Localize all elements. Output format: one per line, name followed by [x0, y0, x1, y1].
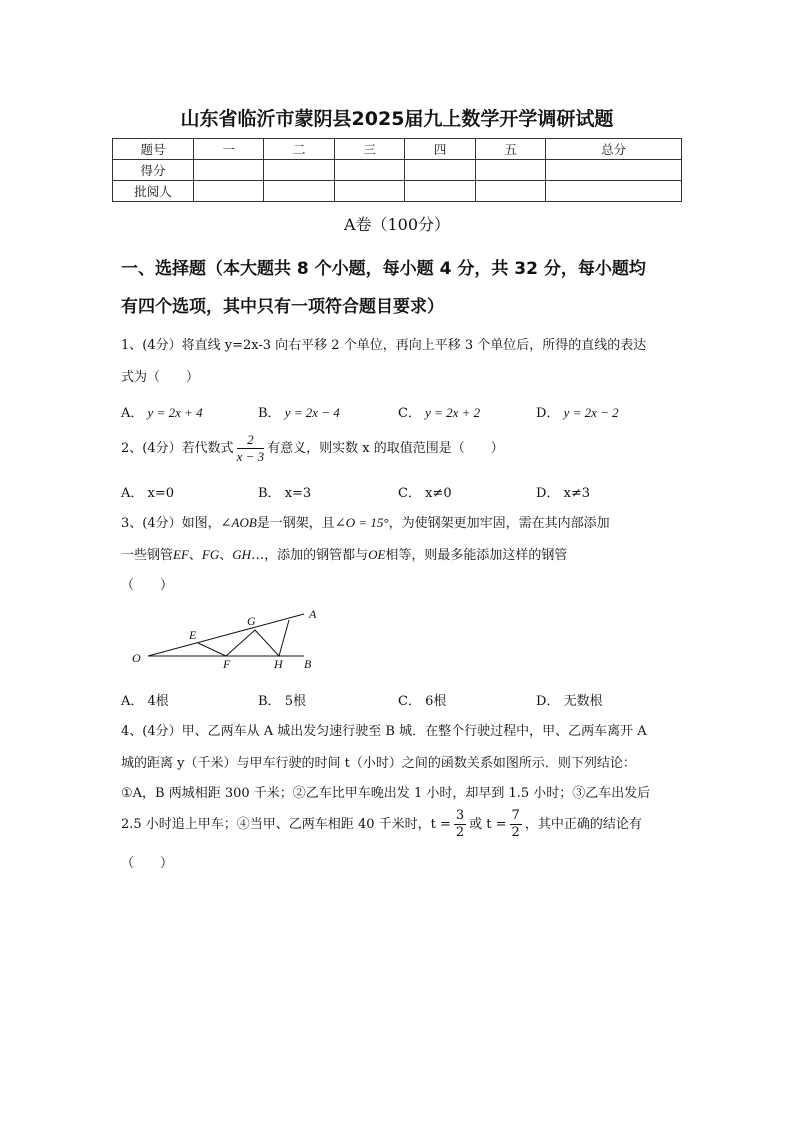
q3-option-d[interactable]: D． 无数根 — [536, 694, 603, 709]
score-header-cell: 四 — [405, 139, 475, 160]
score-cell[interactable] — [194, 160, 264, 181]
score-header-cell: 五 — [475, 139, 545, 160]
q3-text-line2: 一些钢管EF、FG、GH…，添加的钢管都与OE相等，则最多能添加这样的钢管 — [121, 547, 568, 563]
label-e: E — [189, 628, 197, 642]
q1-option-a[interactable]: A． y = 2x + 4 — [121, 405, 203, 421]
q1-option-d[interactable]: D． y = 2x − 2 — [536, 405, 619, 421]
score-header-cell: 题号 — [113, 139, 194, 160]
q2-fraction: $\frac{2}{x - 3}$ — [236, 432, 265, 464]
q4-text-line1: 4、(4分）甲、乙两车从 A 城出发匀速行驶至 B 城．在整个行驶过程中，甲、乙两车离开 A — [121, 724, 647, 739]
score-header-cell: 二 — [264, 139, 334, 160]
steel-pipes — [198, 620, 289, 656]
section-heading: A卷（100分） — [343, 215, 451, 234]
score-header-cell: 一 — [194, 139, 264, 160]
q4-text-line3: ①A，B 两城相距 300 千米；②乙车比甲车晚出发 1 小时，却早到 1.5 小时；③乙车出发后 — [121, 786, 651, 801]
q4-fraction-2: $\frac{7}{2}$ — [511, 808, 520, 840]
label-b: B — [304, 657, 312, 671]
score-cell[interactable] — [334, 160, 404, 181]
q2-option-a[interactable]: A． x=0 — [121, 486, 175, 501]
score-cell[interactable] — [546, 160, 682, 181]
q3-option-c[interactable]: C． 6根 — [398, 694, 447, 709]
score-table — [112, 138, 682, 202]
score-cell[interactable] — [264, 181, 334, 202]
q4-text-line5: （ ） — [121, 856, 174, 871]
q3-option-b[interactable]: B． 5根 — [258, 694, 306, 709]
score-cell[interactable] — [194, 181, 264, 202]
score-cell[interactable] — [405, 160, 475, 181]
q2-option-b[interactable]: B． x=3 — [258, 486, 312, 501]
q2-text: 2、(4分）若代数式 $\frac{2}{x - 3}$ 有意义，则实数 x 的取值范围是（ ） — [121, 432, 504, 464]
q4-text-line4: 2.5 小时追上甲车；④当甲、乙两车相距 40 千米时，t = $\frac{3}{2}$ 或 t = $\frac{7}{2}$ ，其中正确的结论有 — [121, 808, 642, 840]
q3-text-line1: 3、(4分）如图，∠AOB是一钢架，且∠O = 15°，为使钢架更加牢固，需在其内部添加 — [121, 515, 610, 531]
page-title: 山东省临沂市蒙阴县2025届九上数学开学调研试题 — [180, 108, 614, 130]
label-g: G — [247, 614, 256, 628]
label-a: A — [309, 607, 317, 621]
score-table-row — [113, 160, 682, 181]
q4-fraction-1: $\frac{3}{2}$ — [455, 808, 465, 840]
score-table-header-row — [113, 139, 682, 160]
score-cell[interactable] — [264, 160, 334, 181]
q4-text-line2: 城的距离 y（千米）与甲车行驶的时间 t（小时）之间的函数关系如图所示．则下列结论： — [121, 756, 636, 771]
score-cell[interactable] — [334, 181, 404, 202]
part-heading-line2: 有四个选项，其中只有一项符合题目要求） — [121, 297, 444, 317]
q1-option-c[interactable]: C． y = 2x + 2 — [398, 405, 481, 421]
score-cell[interactable] — [475, 181, 545, 202]
score-header-cell: 总分 — [546, 139, 682, 160]
score-cell[interactable] — [475, 160, 545, 181]
label-o: O — [132, 651, 141, 665]
score-table-row — [113, 181, 682, 202]
score-row-label: 得分 — [113, 160, 194, 181]
score-row-label: 批阅人 — [113, 181, 194, 202]
part-heading-line1: 一、选择题（本大题共 8 个小题，每小题 4 分，共 32 分，每小题均 — [121, 259, 646, 279]
q1-text-line1: 1、(4分）将直线 y=2x-3 向右平移 2 个单位，再向上平移 3 个单位后，所得的直线的表达 — [121, 338, 647, 353]
q3-option-a[interactable]: A． 4根 — [121, 694, 169, 709]
q2-option-c[interactable]: C． x≠0 — [398, 486, 452, 501]
q2-option-d[interactable]: D． x≠3 — [536, 486, 591, 501]
q1-text-line2: 式为（ ） — [121, 370, 200, 385]
q3-figure — [128, 604, 328, 674]
score-header-cell: 三 — [334, 139, 404, 160]
q3-text-line3: （ ） — [121, 578, 174, 593]
label-h: H — [274, 657, 283, 671]
score-cell[interactable] — [546, 181, 682, 202]
q1-option-b[interactable]: B． y = 2x − 4 — [258, 405, 340, 421]
score-cell[interactable] — [405, 181, 475, 202]
label-f: F — [223, 657, 231, 671]
